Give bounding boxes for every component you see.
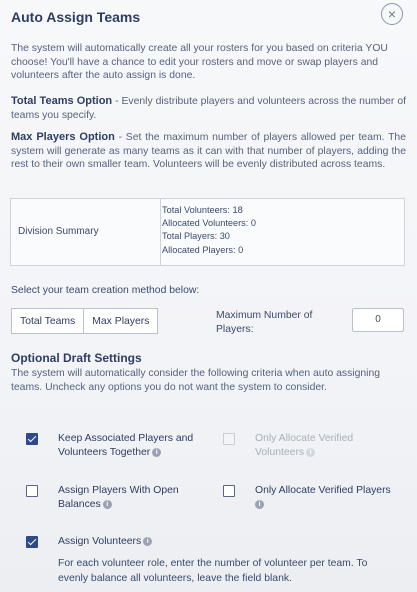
keep-associated-option	[58, 432, 208, 461]
total-teams-option-text	[11, 95, 406, 122]
modal-title: Auto Assign Teams	[11, 9, 141, 25]
max-players-button[interactable]: Max Players	[83, 309, 157, 333]
summary-divider	[160, 199, 161, 265]
volunteer-note: For each volunteer role, enter the number of volunteer per team. To evenly balance all volunteers, leave the field blank.	[58, 558, 368, 584]
stat-allocated-volunteers: Allocated Volunteers: 0	[162, 218, 256, 229]
max-players-option-text	[11, 131, 406, 172]
info-icon[interactable]: i	[306, 448, 315, 457]
assign-volunteers-label: Assign Volunteers	[58, 536, 142, 547]
close-icon[interactable]	[381, 3, 403, 25]
assign-volunteers-option	[58, 535, 258, 549]
method-select-label: Select your team creation method below:	[11, 285, 200, 296]
division-summary-label: Division Summary	[18, 226, 99, 237]
max-players-input[interactable]: 0	[352, 308, 404, 332]
intro-text: The system will automatically create all your rosters for you based on criteria YOU choose! You'll have a chance to edit your rosters and move or swap players and volunteers after the auto assign is done.	[11, 43, 388, 82]
division-summary-table	[10, 198, 405, 266]
info-icon[interactable]: i	[152, 448, 161, 457]
open-balances-option	[58, 484, 198, 513]
verified-volunteers-label: Only Allocate Verified Volunteers	[255, 433, 354, 459]
stat-total-players: Total Players: 30	[162, 231, 230, 242]
keep-associated-label: Keep Associated Players and Volunteers Together	[58, 433, 194, 459]
verified-players-option	[255, 484, 410, 513]
stat-allocated-players: Allocated Players: 0	[162, 244, 244, 255]
keep-associated-checkbox[interactable]	[26, 433, 38, 445]
stat-total-volunteers: Total Volunteers: 18	[162, 205, 243, 215]
verified-volunteers-checkbox[interactable]	[223, 433, 235, 445]
division-summary-stats	[162, 204, 256, 257]
max-players-label: Maximum Number of Players:	[216, 310, 313, 335]
team-method-toggle	[11, 308, 158, 334]
verified-players-checkbox[interactable]	[223, 485, 235, 497]
max-players-option-description: - Set the maximum number of players allowed per team. The system will generate as many teams as it can with that number of players, adding the rest to their own smaller team. Volunteers will be evenly distributed across teams.	[11, 132, 406, 171]
open-balances-label: Assign Players With Open Balances	[58, 485, 179, 511]
max-players-option-heading: Max Players Option	[11, 131, 115, 143]
info-icon[interactable]: i	[143, 537, 152, 546]
info-icon[interactable]: i	[103, 500, 112, 509]
total-teams-button[interactable]: Total Teams	[20, 315, 76, 327]
verified-volunteers-option	[255, 432, 375, 461]
open-balances-checkbox[interactable]	[26, 485, 38, 497]
close-glyph: ×	[387, 6, 397, 22]
total-teams-option-heading: Total Teams Option	[11, 95, 113, 107]
optional-draft-description: The system will automatically consider the following criteria when auto assigning teams. Uncheck any options you do not want the system to consider.	[11, 368, 381, 393]
total-teams-option-description: - Evenly distribute players and volunteers across the number of teams you specify.	[11, 96, 406, 121]
info-icon[interactable]: i	[255, 500, 264, 509]
verified-players-label: Only Allocate Verified Players	[255, 485, 391, 496]
assign-volunteers-checkbox[interactable]	[26, 536, 38, 548]
optional-draft-title: Optional Draft Settings	[11, 351, 142, 365]
